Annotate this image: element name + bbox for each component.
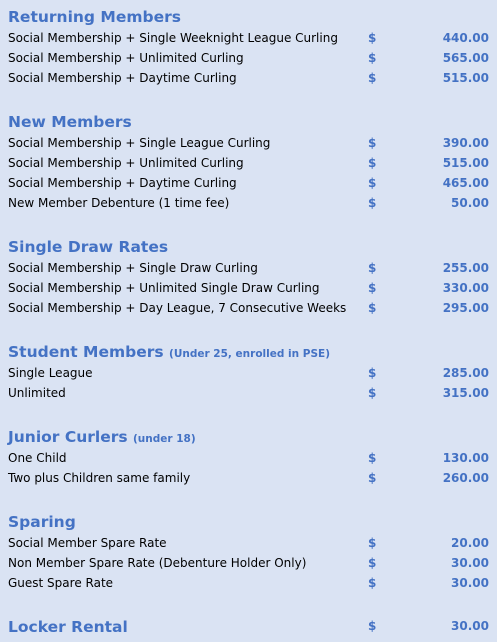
section-title-text: Returning Members [8,8,181,26]
price-amount: 315.00 [442,386,489,400]
currency-symbol: $ [368,576,377,590]
price-amount: 50.00 [451,196,489,210]
price-row [0,68,497,88]
price-row [0,173,497,193]
currency-symbol: $ [368,136,377,150]
price-row-label: Social Membership + Unlimited Curling [8,156,244,170]
price-row-label: Social Membership + Single League Curling [8,136,271,150]
price-amount: 30.00 [451,556,489,570]
section-title [8,510,76,534]
currency-symbol: $ [368,471,377,485]
section-title [8,425,196,449]
price-row-label: Two plus Children same family [8,471,191,485]
price-row [0,153,497,173]
price-row [0,133,497,153]
price-row [0,48,497,68]
price-row-label: Social Membership + Daytime Curling [8,176,237,190]
section-title-text: Sparing [8,513,76,531]
section-title [8,5,181,29]
currency-symbol: $ [368,156,377,170]
currency-symbol: $ [368,451,377,465]
price-row-label: Social Membership + Unlimited Curling [8,51,244,65]
price-row [0,383,497,403]
price-amount: 30.00 [451,576,489,590]
currency-symbol: $ [368,386,377,400]
currency-symbol: $ [368,301,377,315]
section-new-members [0,110,497,214]
section-note: (Under 25, enrolled in PSE) [169,348,330,360]
price-row-label: Social Membership + Single Weeknight League Curling [8,31,338,45]
currency-symbol: $ [368,366,377,380]
price-row [0,278,497,298]
price-row-label: Social Membership + Day League, 7 Consecutive Weeks [8,301,347,315]
price-amount: 295.00 [442,301,489,315]
currency-symbol: $ [368,261,377,275]
section-junior-curlers [0,425,497,489]
currency-symbol: $ [368,71,377,85]
price-amount: 465.00 [442,176,489,190]
price-row-label: Social Membership + Unlimited Single Draw Curling [8,281,320,295]
price-row-label: Non Member Spare Rate (Debenture Holder Only) [8,556,307,570]
section-note: (under 18) [133,433,196,445]
section-title-text: New Members [8,113,132,131]
price-amount: 20.00 [451,536,489,550]
currency-symbol: $ [368,176,377,190]
price-row [0,468,497,488]
price-amount: 330.00 [442,281,489,295]
price-row [0,448,497,468]
price-row [0,298,497,318]
price-row [0,553,497,573]
price-row [0,616,497,636]
price-amount: 130.00 [442,451,489,465]
currency-symbol: $ [368,31,377,45]
section-title-text: Student Members [8,343,164,361]
currency-symbol: $ [368,196,377,210]
price-row [0,533,497,553]
price-row [0,193,497,213]
price-row-label: Social Membership + Single Draw Curling [8,261,258,275]
section-title [8,340,330,364]
currency-symbol: $ [368,281,377,295]
section-title-text: Locker Rental [8,618,128,636]
currency-symbol: $ [368,536,377,550]
price-row-label: One Child [8,451,67,465]
price-row [0,258,497,278]
price-row-label: Guest Spare Rate [8,576,114,590]
section-locker-rental [0,615,497,639]
price-row-label: Unlimited [8,386,66,400]
section-returning-members [0,5,497,89]
price-row-label: Social Membership + Daytime Curling [8,71,237,85]
section-title-text: Single Draw Rates [8,238,169,256]
section-title [8,110,132,134]
price-amount: 515.00 [442,156,489,170]
currency-symbol: $ [368,51,377,65]
price-amount: 285.00 [442,366,489,380]
section-sparing [0,510,497,594]
price-amount: 515.00 [442,71,489,85]
price-row [0,573,497,593]
price-amount: 440.00 [442,31,489,45]
price-row-label: Single League [8,366,93,380]
currency-symbol: $ [368,619,377,633]
price-amount: 390.00 [442,136,489,150]
price-row [0,363,497,383]
section-student-members [0,340,497,404]
section-single-draw-rates [0,235,497,319]
price-row-label: Social Member Spare Rate [8,536,167,550]
price-amount: 255.00 [442,261,489,275]
price-row [0,28,497,48]
price-amount: 565.00 [442,51,489,65]
section-title-text: Junior Curlers [8,428,128,446]
price-row-label: New Member Debenture (1 time fee) [8,196,230,210]
price-amount: 30.00 [451,619,489,633]
section-title [8,235,168,259]
currency-symbol: $ [368,556,377,570]
price-amount: 260.00 [442,471,489,485]
